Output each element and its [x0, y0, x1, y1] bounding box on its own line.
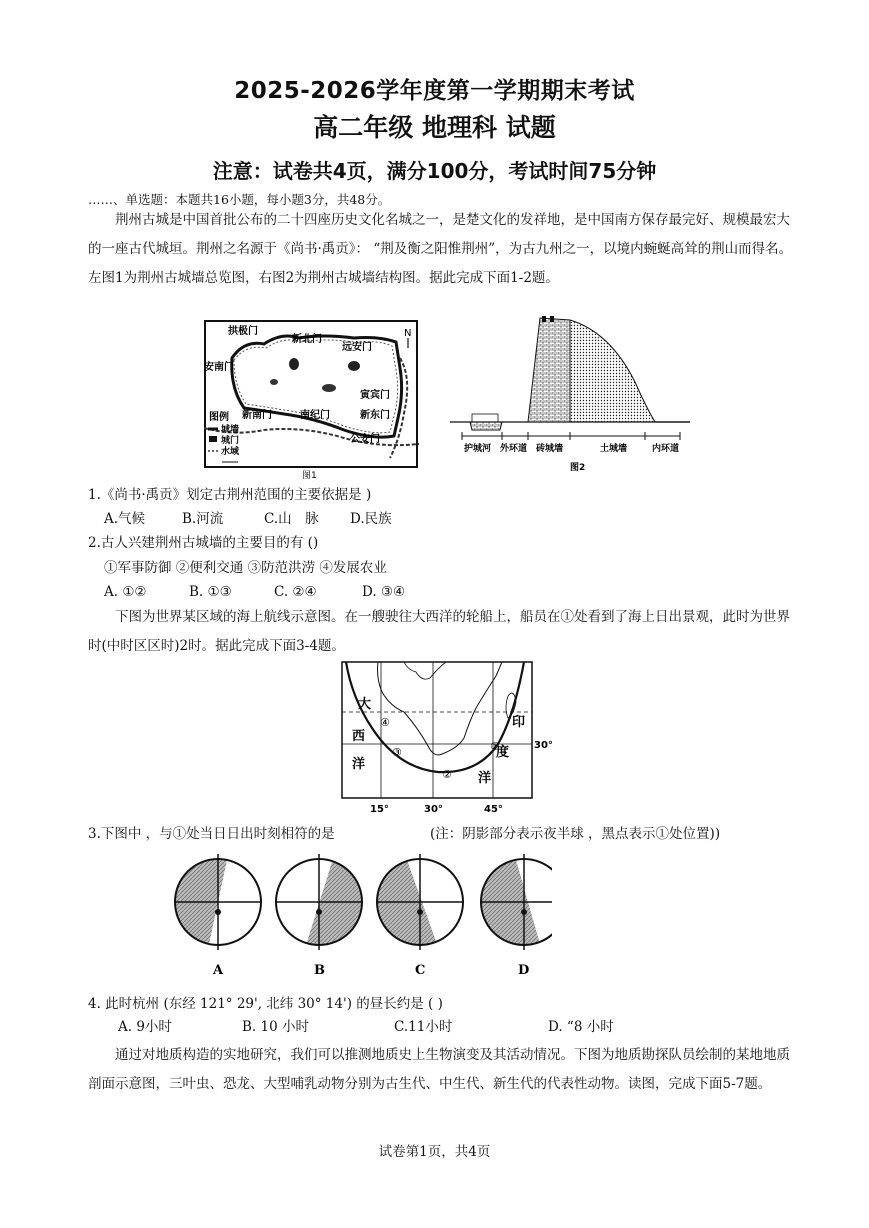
question-4-stem: 4. 此时杭州 (东经 121° 29', 北纬 30° 14') 的昼长约是 ( ) — [88, 996, 443, 1012]
route-point-1: ① — [490, 740, 500, 753]
q1-option-b[interactable]: B.河流 — [182, 511, 224, 527]
gate-label-annan: 安南门 — [204, 362, 234, 373]
question-1-stem: 1.《尚书·禹贡》划定古荆州范围的主要依据是 ) — [88, 487, 372, 503]
passage-3: 通过对地质构造的实地研究，我们可以推测地质史上生物演变及其活动情况。下图为地质勘探队员绘制的某地地质剖面示意图，三叶虫、恐龙、大型哺乳动物分别为古生代、中生代、新生代的代表性动物。读图，完成下面5-7题。 — [88, 1047, 790, 1092]
exam-title: 2025-2026学年度第一学期期末考试 — [234, 78, 635, 104]
page-footer: 试卷第1页，共4页 — [378, 1144, 491, 1160]
route-point-2: ② — [442, 768, 452, 781]
q4-option-d[interactable]: D. “8 小时 — [548, 1019, 614, 1035]
longitude-label-15: 15° — [370, 804, 389, 815]
question-3-note: (注：阴影部分表示夜半球 ，黑点表示①处位置)) — [430, 826, 721, 842]
globe-b-label: B — [314, 963, 325, 978]
globe-c-label: C — [415, 963, 426, 978]
gate-label-gongji: 拱极门 — [228, 326, 258, 337]
question-2-items: ①军事防御 ②便利交通 ③防范洪涝 ④发展农业 — [104, 560, 387, 576]
q1-option-a[interactable]: A.气候 — [104, 511, 146, 527]
q4-option-b[interactable]: B. 10 小时 — [242, 1019, 309, 1035]
gate-label-xinnan: 新南门 — [242, 410, 272, 421]
legend-gate-label: 城门 — [221, 436, 240, 446]
longitude-label-45: 45° — [484, 804, 503, 815]
gate-label-yuanan: 远安门 — [342, 342, 372, 353]
longitude-label-30: 30° — [424, 804, 443, 815]
q2-option-b[interactable]: B. ①③ — [189, 584, 232, 600]
globe-a-location-dot — [215, 909, 221, 915]
label-moat: 护城河 — [464, 444, 492, 454]
ocean-label-atlantic-3: 洋 — [352, 757, 366, 772]
gate-label-gongan: 公安门 — [350, 434, 380, 445]
label-inner-road: 内环道 — [652, 444, 680, 454]
globe-a-label: A — [213, 963, 224, 978]
question-3-stem: 3.下图中 ，与①处当日日出时刻相符的是 — [88, 826, 335, 842]
brick-wall-section — [450, 318, 570, 430]
figure-2-caption: 图2 — [570, 463, 586, 473]
figure-1-map — [204, 318, 420, 480]
route-point-4: ④ — [380, 716, 390, 729]
route-map — [338, 658, 558, 818]
label-outer-road: 外环道 — [500, 444, 528, 454]
compass-north-label: N — [404, 328, 412, 339]
gate-label-yinbin: 寅宾门 — [360, 390, 390, 401]
q2-option-a[interactable]: A. ①② — [104, 584, 147, 600]
question-1-options — [104, 509, 544, 529]
figure-1-caption: 图1 — [302, 471, 317, 480]
q1-option-c[interactable]: C.山 脉 — [264, 511, 319, 527]
q2-option-d[interactable]: D. ③④ — [362, 584, 406, 600]
section-heading: ……、单选题：本题共16小题，每小题3分，共48分。 — [88, 192, 391, 207]
globe-d-location-dot — [521, 909, 527, 915]
ocean-label-atlantic-1: 大 — [358, 697, 372, 712]
q4-option-a[interactable]: A. 9小时 — [118, 1019, 172, 1035]
ocean-label-indian-3: 洋 — [478, 771, 492, 786]
route-point-3: ③ — [392, 746, 402, 759]
globe-options-figure — [172, 846, 552, 980]
q1-option-d[interactable]: D.民族 — [350, 511, 392, 527]
question-4-options — [118, 1017, 678, 1037]
exam-notice: 注意：试卷共4页，满分100分，考试时间75分钟 — [212, 159, 657, 183]
passage-1: 荆州古城是中国首批公布的二十四座历史文化名城之一，是楚文化的发祥地，是中国南方保存最完好、规模最宏大的一座古代城垣。荆州之名源于《尚书·禹贡》： “荆及衡之阳惟荆州”，为古九州之一，以境内蜿蜒高耸的荆山而得名。左图1为荆州古城墙总览图，右图2为荆州古城墙结构图。据此完成下面1-2题。 — [88, 212, 793, 286]
gate-label-nanji: 南纪门 — [300, 410, 330, 421]
globe-c-location-dot — [417, 909, 423, 915]
legend-wall-label: 城墙 — [221, 425, 240, 435]
legend-title: 图例 — [209, 412, 229, 423]
question-2-stem: 2.古人兴建荆州古城墙的主要目的有 () — [88, 535, 319, 551]
q2-option-c[interactable]: C. ②④ — [274, 584, 317, 600]
gate-label-xinbei: 新北门 — [292, 334, 322, 345]
legend-gate-symbol — [209, 436, 217, 442]
question-2-options — [104, 582, 544, 602]
gate-label-xindong: 新东门 — [360, 410, 390, 421]
exam-subtitle: 高二年级 地理科 试题 — [313, 113, 556, 142]
passage-2: 下图为世界某区域的海上航线示意图。在一艘驶往大西洋的轮船上，船员在①处看到了海上日出景观，此时为世界时(中时区区时)2时。据此完成下面3-4题。 — [88, 609, 790, 654]
globe-d-label: D — [518, 963, 530, 978]
ocean-label-indian-2: 度 — [496, 745, 510, 760]
legend-water-label: 水域 — [221, 447, 240, 457]
label-brick-wall: 砖城墙 — [536, 444, 564, 454]
q4-option-c[interactable]: C.11小时 — [394, 1019, 453, 1035]
ocean-label-atlantic-2: 西 — [352, 729, 366, 744]
earth-wall-section — [570, 320, 655, 422]
ocean-label-indian-1: 印 — [512, 715, 526, 730]
moat-water-symbol — [472, 414, 498, 422]
latitude-label-30: 30° — [534, 740, 553, 751]
figure-2-cross-section — [450, 312, 690, 478]
globe-b-location-dot — [316, 909, 322, 915]
label-earth-wall: 土城墙 — [600, 444, 628, 454]
